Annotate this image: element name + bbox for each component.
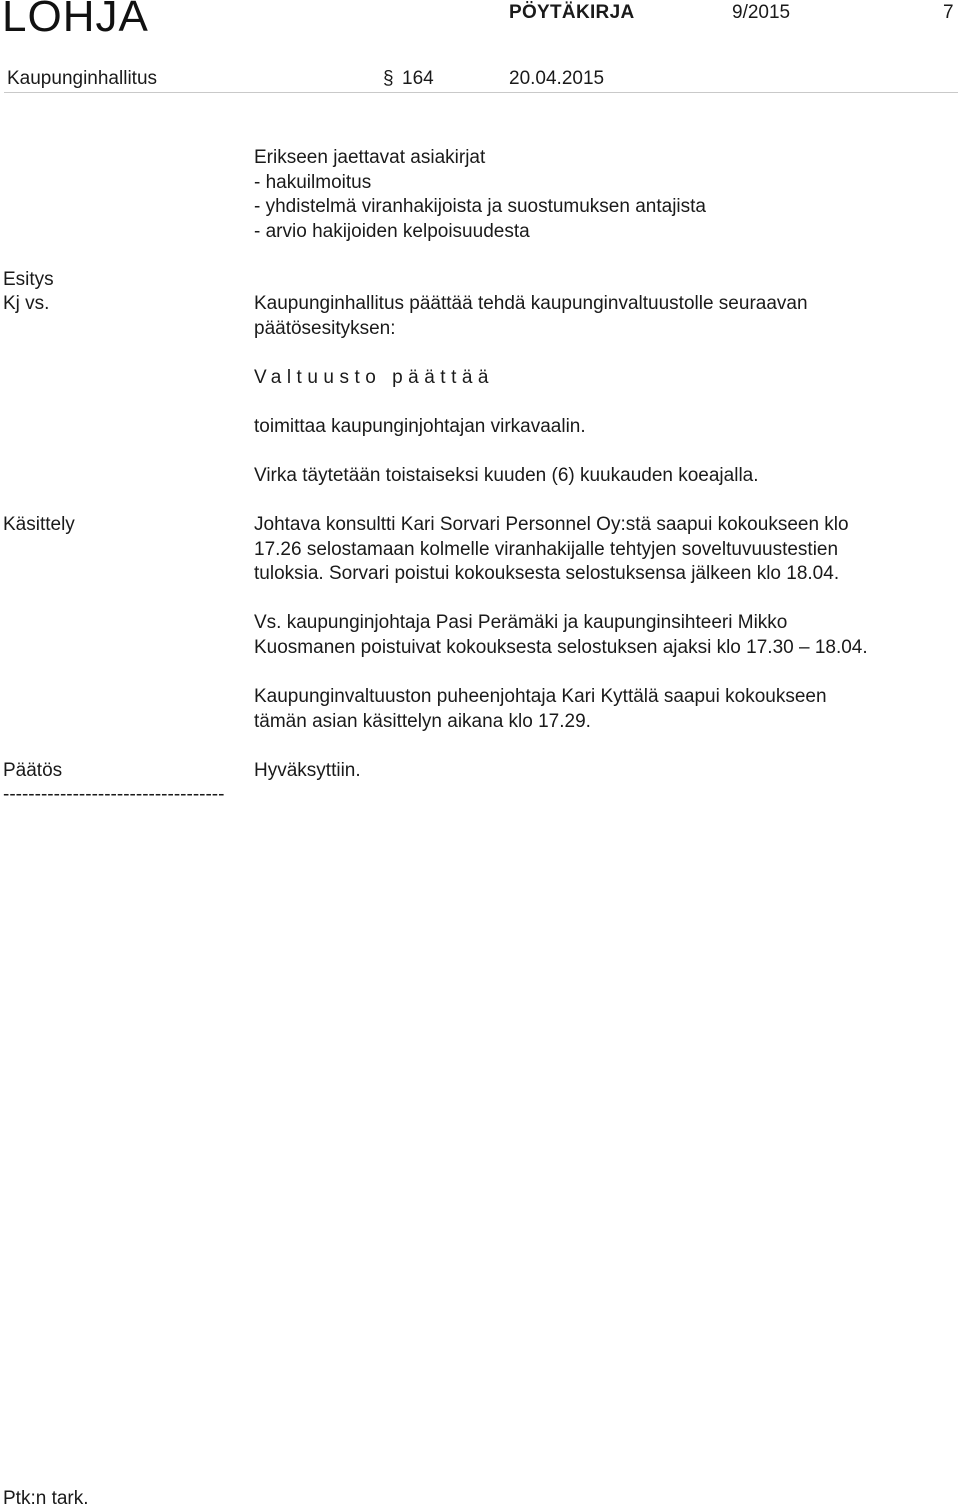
decision-label: Päätös: [3, 760, 63, 781]
handling-paragraph-3: [254, 685, 954, 734]
document-type: PÖYTÄKIRJA: [509, 2, 635, 23]
attachment-item: - yhdistelmä viranhakijoista ja suostumuksen antajista: [254, 196, 706, 217]
meeting-number: 9/2015: [732, 2, 791, 23]
governing-body: Kaupunginhallitus: [7, 68, 158, 89]
attachments-block: [254, 146, 954, 244]
handling-line: Johtava konsultti Kari Sorvari Personnel Oy:stä saapui kokoukseen klo: [254, 514, 849, 535]
proposal-line: päätösesityksen:: [254, 317, 396, 339]
attachment-item: - hakuilmoitus: [254, 171, 372, 193]
attachment-item: - arvio hakijoiden kelpoisuudesta: [254, 220, 530, 242]
section-sign: §: [383, 68, 394, 89]
handling-line: Kuosmanen poistuivat kokouksesta selostuksen ajaksi klo 17.30 – 18.04.: [254, 636, 868, 658]
handling-line: tämän asian käsittelyn aikana klo 17.29.: [254, 710, 591, 732]
decision-clause-2: Virka täytetään toistaiseksi kuuden (6) kuukauden koeajalla.: [254, 465, 759, 486]
decision-clause-1: toimittaa kaupunginjohtajan virkavaalin.: [254, 416, 586, 437]
proposal-line: Kaupunginhallitus päättää tehdä kaupunginvaltuustolle seuraavan: [254, 293, 808, 314]
section-number: 164: [402, 68, 434, 89]
lohja-logo: LOHJA: [2, 0, 149, 41]
proposer-label: Kj vs.: [3, 293, 50, 314]
meeting-date: 20.04.2015: [509, 68, 605, 89]
header-divider: [4, 92, 958, 93]
minutes-checker-label: Ptk:n tark.: [3, 1488, 89, 1509]
handling-line: tuloksia. Sorvari poistui kokouksesta selostuksensa jälkeen klo 18.04.: [254, 563, 840, 584]
page-number: 7: [943, 2, 954, 23]
separator-line: -----------------------------------: [3, 784, 225, 805]
handling-paragraph-1: [254, 513, 954, 587]
proposal-text: [254, 292, 954, 341]
attachments-title: Erikseen jaettavat asiakirjat: [254, 147, 486, 168]
handling-label: Käsittely: [3, 514, 75, 535]
handling-paragraph-2: [254, 611, 954, 660]
council-decides-heading: Valtuusto päättää: [254, 367, 494, 388]
proposal-label: Esitys: [3, 269, 54, 290]
handling-line: Vs. kaupunginjohtaja Pasi Perämäki ja kaupunginsihteeri Mikko: [254, 612, 788, 633]
handling-line: 17.26 selostamaan kolmelle viranhakijalle tehtyjen soveltuvuustestien: [254, 538, 839, 560]
decision-text: Hyväksyttiin.: [254, 760, 361, 781]
handling-line: Kaupunginvaltuuston puheenjohtaja Kari Kyttälä saapui kokoukseen: [254, 686, 827, 707]
